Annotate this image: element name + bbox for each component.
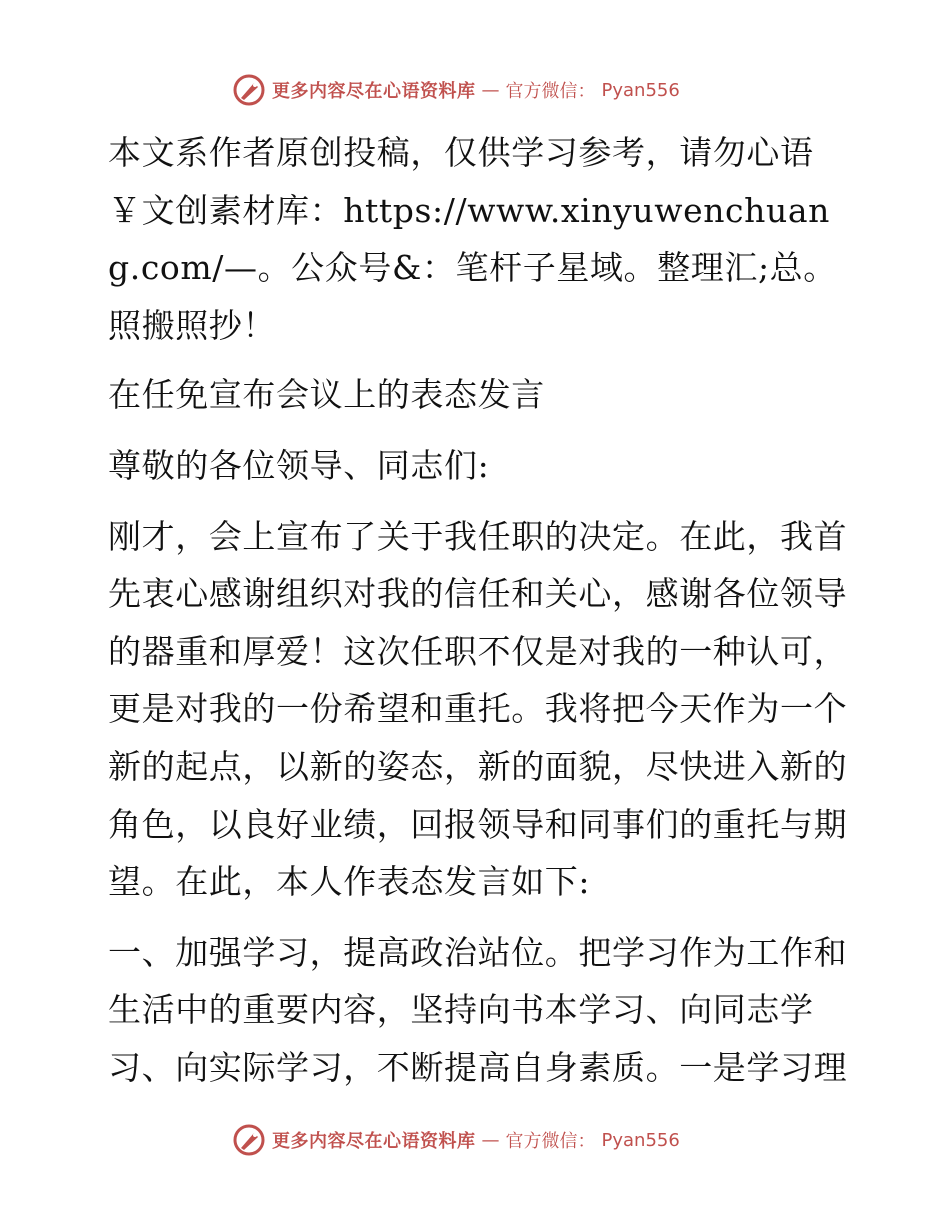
salutation: 尊敬的各位领导、同志们: bbox=[108, 445, 490, 485]
document-title: 在任免宣布会议上的表态发言 bbox=[108, 375, 545, 415]
footer-watermark bbox=[232, 1122, 680, 1158]
watermark-separator: — bbox=[481, 79, 500, 101]
body-paragraph: 刚才，会上宣布了关于我任职的决定。在此，我首先衷心感谢组织对我的信任和关心，感谢各位领导的器重和厚爱！这次任职不仅是对我的一种认可，更是对我的一份希望和重托。我将把今天作为一个新的起点，以新的姿态，新的面貌，尽快进入新的角色，以良好业绩，回报领导和同事们的重托与期望。在此，本人作表态发言如下: bbox=[108, 516, 848, 902]
document-body bbox=[98, 124, 850, 1110]
watermark-separator: — bbox=[481, 1129, 500, 1151]
pen-nib-circle-icon bbox=[232, 73, 266, 107]
pen-nib-circle-icon bbox=[232, 1123, 266, 1157]
header-watermark bbox=[232, 72, 680, 108]
watermark-brand: 更多内容尽在心语资料库 bbox=[272, 1131, 476, 1152]
copyright-notice: 本文系作者原创投稿，仅供学习参考，请勿心语￥文创素材库：https://www.xinyuwenchuang.com/—。公众号&：笔杆子星域。整理汇;总。照搬照抄！ bbox=[108, 133, 837, 345]
watermark-account-label: 官方微信： bbox=[505, 1131, 596, 1152]
watermark-account-label: 官方微信： bbox=[505, 81, 596, 102]
watermark-brand: 更多内容尽在心语资料库 bbox=[272, 81, 476, 102]
watermark-account-id: Pyan556 bbox=[601, 79, 680, 101]
body-paragraph: 一、加强学习，提高政治站位。把学习作为工作和生活中的重要内容，坚持向书本学习、向同志学习、向实际学习，不断提高自身素质。一是学习理 bbox=[108, 932, 848, 1087]
watermark-account-id: Pyan556 bbox=[601, 1129, 680, 1151]
